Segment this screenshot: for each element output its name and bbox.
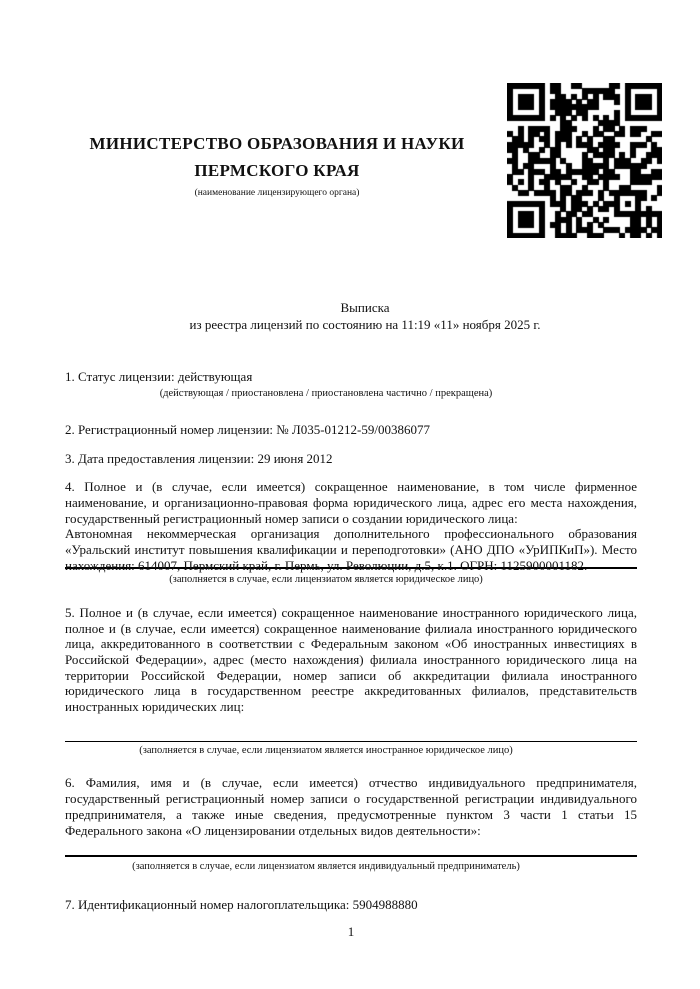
item-6-fill-line xyxy=(65,855,637,857)
item-4-note: (заполняется в случае, если лицензиатом является юридическое лицо) xyxy=(169,573,483,585)
item-5-foreign-entity-text: 5. Полное и (в случае, если имеется) сокращенное наименование иностранного юридического лица, полное и (в случае, если имеется) сокращенное наименование филиала иностранного юридического лица, аккредитованного в соответствии с Федеральным законом «Об иностранных инвестициях в Российской Федерации», адрес (место нахождения) филиала иностранного юридического лица на территории Российской Федерации, номер записи об аккредитации филиала иностранного юридического лица в государственном реестре аккредитованных филиалов, представительств иностранных юридических лиц: xyxy=(65,604,637,715)
item-1-status-options-note: (действующая / приостановлена / приостановлена частично / прекращена) xyxy=(159,387,493,399)
ministry-name-line2: ПЕРМСКОГО КРАЯ xyxy=(194,161,360,180)
item-7-taxpayer-number: 7. Идентификационный номер налогоплательщика: 5904988880 xyxy=(65,896,418,912)
page-number: 1 xyxy=(347,923,355,939)
item-6-entrepreneur-text: 6. Фамилия, имя и (в случае, если имеется) отчество индивидуального предпринимателя, государственный регистрационный номер записи о государственной регистрации индивидуального предпринимателя, а также иные сведения, предусмотренные пунктом 3 части 1 статьи 15 Федерального закона «О лицензировании отдельных видов деятельности»: xyxy=(65,775,637,838)
ministry-caption: (наименование лицензирующего органа) xyxy=(194,188,360,198)
item-5-fill-line xyxy=(65,741,637,743)
item-6-note: (заполняется в случае, если лицензиатом является индивидуальный предприниматель) xyxy=(132,860,520,872)
item-4-legal-entity-intro: 4. Полное и (в случае, если имеется) сокращенное наименование, в том числе фирменное наименование, и организационно-правовая форма юридического лица, адрес его места нахождения, государственный регистрационный номер записи о создании юридического лица: xyxy=(65,479,637,526)
ministry-name-line1: МИНИСТЕРСТВО ОБРАЗОВАНИЯ И НАУКИ xyxy=(89,134,465,153)
document-title xyxy=(79,299,651,333)
item-1-license-status: 1. Статус лицензии: действующая xyxy=(65,369,253,384)
document-title-line1: Выписка xyxy=(340,300,390,315)
document-body xyxy=(65,0,637,939)
item-3-grant-date: 3. Дата предоставления лицензии: 29 июня 2012 xyxy=(65,451,333,467)
item-5-note: (заполняется в случае, если лицензиатом является иностранное юридическое лицо) xyxy=(139,745,513,757)
document-title-date-line: из реестра лицензий по состоянию на 11:19 «11» ноября 2025 г. xyxy=(189,317,541,332)
item-2-registration-number: 2. Регистрационный номер лицензии: № Л035-01212-59/00386077 xyxy=(65,421,431,437)
item-4-legal-entity-value: Автономная некоммерческая организация дополнительного профессионального образования «Уральский институт повышения квалификации и переподготовки» (АНО ДПО «УрИПКиП»). Место нахождения: 614007, Пермский край, г. Пермь, ул. Революции, д.5, к.1. ОГРН: 1125900001182. xyxy=(65,526,637,573)
